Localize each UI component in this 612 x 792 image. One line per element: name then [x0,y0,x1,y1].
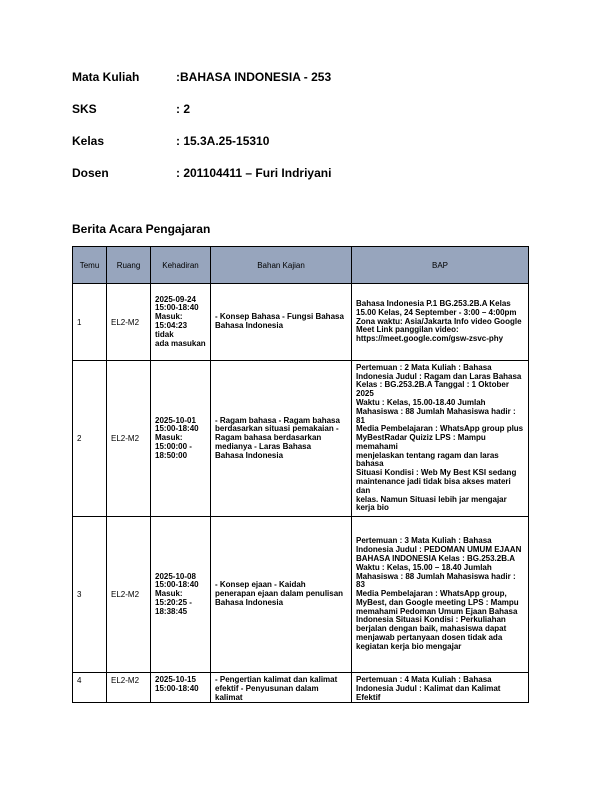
cell-bahan-kajian: - Ragam bahasa - Ragam bahasa berdasarkan situasi pemakaian - Ragam bahasa berdasarkan medianya - Laras Bahasa Bahasa Indonesia [211,361,352,517]
column-header-bap: BAP [352,247,529,284]
info-value: : 201104411 – Furi Indriyani [176,166,332,180]
cell-bap: Bahasa Indonesia P.1 BG.253.2B.A Kelas 15.00 Kelas, 24 September - 3:00 – 4:00pm Zona waktu: Asia/Jakarta Info video Google Meet Link panggilan video: https://meet.google.com/gsw-zsvc-phy [352,284,529,361]
info-label: Dosen [72,166,109,180]
cell-ruang: EL2-M2 [107,361,151,517]
course-info [72,70,542,198]
cell-bahan-kajian: - Konsep ejaan - Kaidah penerapan ejaan dalam penulisan Bahasa Indonesia [211,517,352,673]
column-header-ruang: Ruang [107,247,151,284]
cell-temu: 2 [73,361,107,517]
table-row [73,284,529,361]
cell-temu: 4 [73,673,107,703]
info-row-sks [72,102,542,134]
section-title: Berita Acara Pengajaran [72,222,211,236]
cell-kehadiran: 2025-09-24 15:00-18:40 Masuk: 15:04:23 tidak ada masukan [151,284,211,361]
info-row-kelas [72,134,542,166]
bap-table [72,246,529,703]
table-row [73,361,529,517]
info-label: Kelas [72,134,105,148]
info-row-mata-kuliah [72,70,542,102]
table-row [73,673,529,703]
info-value: :BAHASA INDONESIA - 253 [176,70,332,84]
info-label: Mata Kuliah [72,70,140,84]
table-header-row [73,247,529,284]
cell-ruang: EL2-M2 [107,673,151,703]
info-value: : 15.3A.25-15310 [176,134,270,148]
cell-bap: Pertemuan : 2 Mata Kuliah : Bahasa Indonesia Judul : Ragam dan Laras Bahasa Kelas : BG.253.2B.A Tanggal : 1 Oktober 2025 Waktu : Kelas, 15.00-18.40 Jumlah Mahasiswa : 88 Jumlah Mahasiswa hadir : 81 Media Pembelajaran : WhatsApp group plus MyBestRadar Quiziz LPS : Mampu memahami menjelaskan tentang ragam dan laras bahasa Situasi Kondisi : Web My Best KSI sedang maintenance jadi tidak bisa akses materi dan kelas. Namun Situasi lebih jar mengajar kerja bio [352,361,529,517]
table-row [73,517,529,673]
cell-kehadiran: 2025-10-01 15:00-18:40 Masuk: 15:00:00 - 18:50:00 [151,361,211,517]
info-value: : 2 [176,102,191,116]
cell-bap: Pertemuan : 3 Mata Kuliah : Bahasa Indonesia Judul : PEDOMAN UMUM EJAAN BAHASA INDONESIA Kelas : BG.253.2B.A Waktu : Kelas, 15.00 – 18.40 Jumlah Mahasiswa : 88 Jumlah Mahasiswa hadir : 83 Media Pembelajaran : WhatsApp group, MyBest, dan Google meeting LPS : Mampu memahami Pedoman Umum Ejaan Bahasa Indonesia Situasi Kondisi : Perkuliahan berjalan dengan baik, mahasiswa dapat menjawab pertanyaan dosen tidak ada kegiatan kerja bio mengajar [352,517,529,673]
cell-bahan-kajian: - Pengertian kalimat dan kalimat efektif - Penyusunan dalam kalimat [211,673,352,703]
info-label: SKS [72,102,97,116]
cell-bap: Pertemuan : 4 Mata Kuliah : Bahasa Indonesia Judul : Kalimat dan Kalimat Efektif [352,673,529,703]
cell-ruang: EL2-M2 [107,517,151,673]
info-row-dosen [72,166,542,198]
cell-temu: 3 [73,517,107,673]
column-header-kehadiran: Kehadiran [151,247,211,284]
cell-ruang: EL2-M2 [107,284,151,361]
cell-temu: 1 [73,284,107,361]
cell-kehadiran: 2025-10-15 15:00-18:40 [151,673,211,703]
cell-kehadiran: 2025-10-08 15:00-18:40 Masuk: 15:20:25 - 18:38:45 [151,517,211,673]
column-header-temu: Temu [73,247,107,284]
column-header-bahan-kajian: Bahan Kajian [211,247,352,284]
cell-bahan-kajian: - Konsep Bahasa - Fungsi Bahasa Bahasa Indonesia [211,284,352,361]
